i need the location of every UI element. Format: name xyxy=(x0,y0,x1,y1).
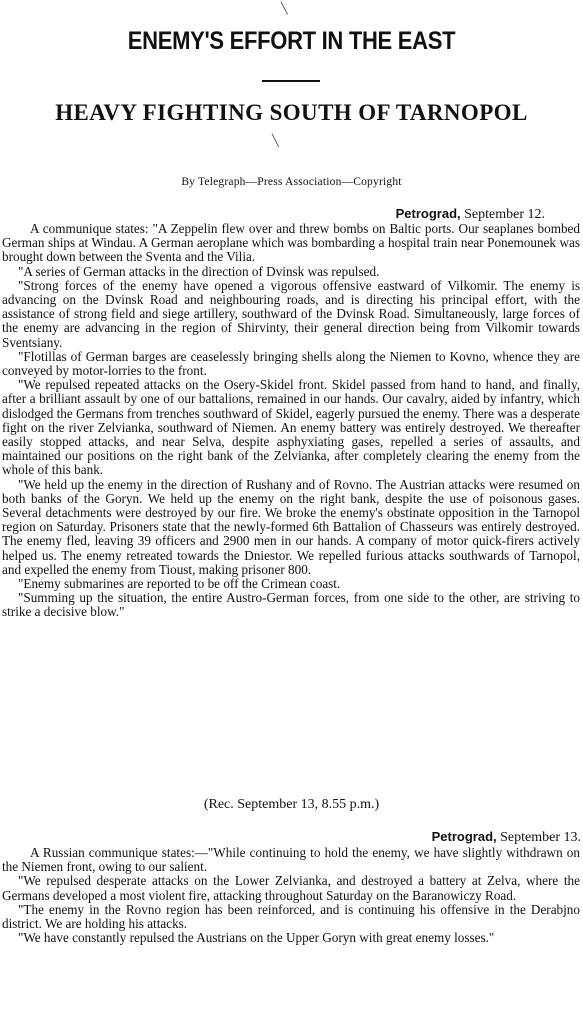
paragraph: "A series of German attacks in the direction of Dvinsk was repulsed. xyxy=(18,263,380,279)
dateline-place: Petrograd, xyxy=(395,206,461,221)
paragraph: A communique states: "A Zeppelin flew over and threw bombs on Baltic ports. Our seaplanes bombed German ships at Windau. A German aeroplane which was bombarding a hospital train near Ponemounek was brought down between the Sventa and the Vilia. xyxy=(2,221,580,265)
dateline-2 xyxy=(432,829,581,846)
paragraph: "We repulsed desperate attacks on the Lower Zelvianka, and destroyed a battery at Zelva, where the Germans developed a most violent fire, attacking throughout Saturday on the Baranowiczy Road. xyxy=(2,873,580,903)
paragraph: A Russian communique states:—"While continuing to hold the enemy, we have slightly withdrawn on the Niemen front, owing to our salient. xyxy=(2,845,580,875)
headline-main: HEAVY FIGHTING SOUTH OF TARNOPOL xyxy=(55,100,528,125)
paragraph: "Summing up the situation, the entire Austro-German forces, from one side to the other, are striving to strike a decisive blow." xyxy=(2,590,580,620)
spacer xyxy=(240,155,340,156)
paragraph: "The enemy in the Rovno region has been reinforced, and is continuing his offensive in the Derabjno district. We are holding his attacks. xyxy=(2,901,580,932)
print-mark: ╲ xyxy=(272,135,279,147)
dateline-place: Petrograd, xyxy=(431,829,497,844)
dispatch-1-body xyxy=(2,222,580,620)
received-note: (Rec. September 13, 8.55 p.m.) xyxy=(203,797,380,812)
paragraph: "We held up the enemy in the direction of Rushany and of Rovno. The Austrian attacks were resumed on both banks of the Goryn. We held up the enemy on the right bank, despite the use of poisonous gases. Several detachments were destroyed by our fire. We broke the enemy's obstinate opposition in the Tarnopol region on Saturday. Prisoners state that the newly-formed 6th Battalion of Chasseurs was entirely destroyed. The enemy fled, leaving 39 officers and 2900 men in our hands. A company of motor quick-firers actively helped us. The enemy retreated towards the Dniestor. We repelled furious attacks southwards of Tarnopol, and expelled the enemy from Tioust, making prisoner 800. xyxy=(2,476,580,577)
dispatch-2-body xyxy=(2,846,580,945)
paragraph: "Strong forces of the enemy have opened a vigorous offensive eastward of Vilkomir. The enemy is advancing on the Dvinsk Road and neighbouring roads, and is directing his principal effort, with the assistance of strong field and siege artillery, southward of the Dvinsk Road. Simultaneously, large forces of the enemy are advancing in the region of Shirvinty, their general direction being from Vilkomir towards Sventsiany. xyxy=(2,277,580,350)
headline-divider xyxy=(262,80,320,82)
dateline-date: September 12. xyxy=(464,207,545,222)
headline-top: ENEMY'S EFFORT IN THE EAST xyxy=(127,26,456,55)
paragraph: "Flotillas of German barges are ceaselessly bringing shells along the Niemen to Kovno, whence they are conveyed by motor-lorries to the front. xyxy=(2,348,580,379)
dateline-date: September 13. xyxy=(500,830,581,845)
print-mark: ╲ xyxy=(281,3,288,15)
paragraph: "Enemy submarines are reported to be off the Crimean coast. xyxy=(18,576,341,592)
byline: By Telegraph—Press Association—Copyright xyxy=(181,176,402,188)
paragraph: "We have constantly repulsed the Austrians on the Upper Goryn with great enemy losses." xyxy=(18,930,495,946)
paragraph: "We repulsed repeated attacks on the Osery-Skidel front. Skidel passed from hand to hand, and finally, after a brilliant assault by one of our battalions, remained in our hands. Our cavalry, aided by infantry, which dislodged the Germans from trenches southward of Skidel, eagerly pursued the enemy. There was a desperate fight on the river Zelvianka, southward of Niemen. An enemy battery was entirely destroyed. We thereafter easily stopped attacks, and near Selva, despite asphyxiating gases, repelled a series of assaults, and maintained our positions on the right bank of the Zelvianka, after completely clearing the enemy from the whole of this bank. xyxy=(2,377,580,478)
